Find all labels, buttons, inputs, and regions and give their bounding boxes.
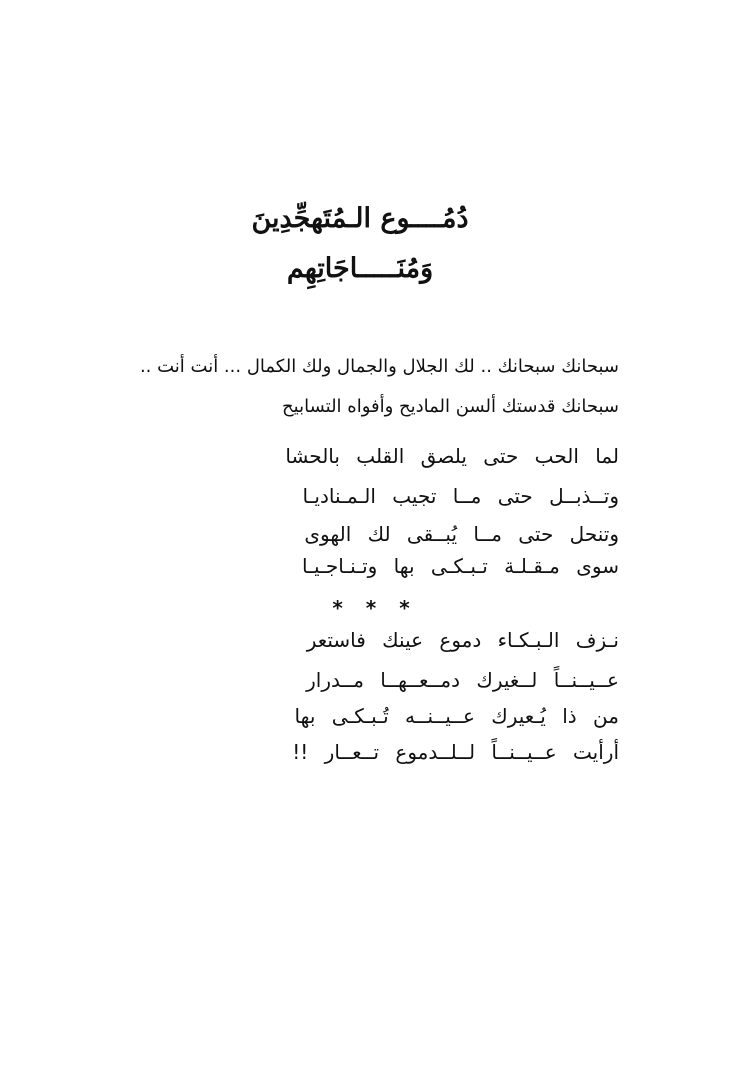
verse-line-1: لما الحب حتى يلصق القلب بالحشا [285, 444, 619, 468]
section-separator: * * * [332, 596, 418, 620]
verse-line-8: أرأيت عــيــنــاً لــلــدموع تــعــار !! [292, 740, 619, 764]
verse-line-4: سوى مـقـلـة تـبـكـى بها وتـنـاجـيـا [302, 554, 619, 578]
intro-line-2: سبحانك قدستك ألسن الماديح وأفواه التسابيح [282, 396, 619, 417]
intro-line-1: سبحانك سبحانك .. لك الجلال والجمال ولك الكمال ... أنت أنت .. [139, 356, 619, 377]
verse-line-5: نـزف الـبـكـاء دموع عينك فاستعر [306, 628, 619, 652]
chapter-title-line-1: دُمُــــوع الـمُتَهجِّدِينَ [251, 203, 469, 234]
verse-line-2: وتــذبــل حتى مــا تجيب الـمـناديـا [302, 484, 619, 508]
verse-line-7: من ذا يُـعيرك عــيــنــه تُـبـكـى بها [294, 704, 619, 728]
verse-line-3: وتنحل حتى مــا يُبــقى لك الهوى [304, 522, 619, 546]
chapter-title-line-2: وَمُنَـــــاجَاتِهِم [286, 253, 434, 284]
verse-line-6: عــيــنــاً لــغيرك دمــعــهــا مــدرار [306, 668, 619, 692]
